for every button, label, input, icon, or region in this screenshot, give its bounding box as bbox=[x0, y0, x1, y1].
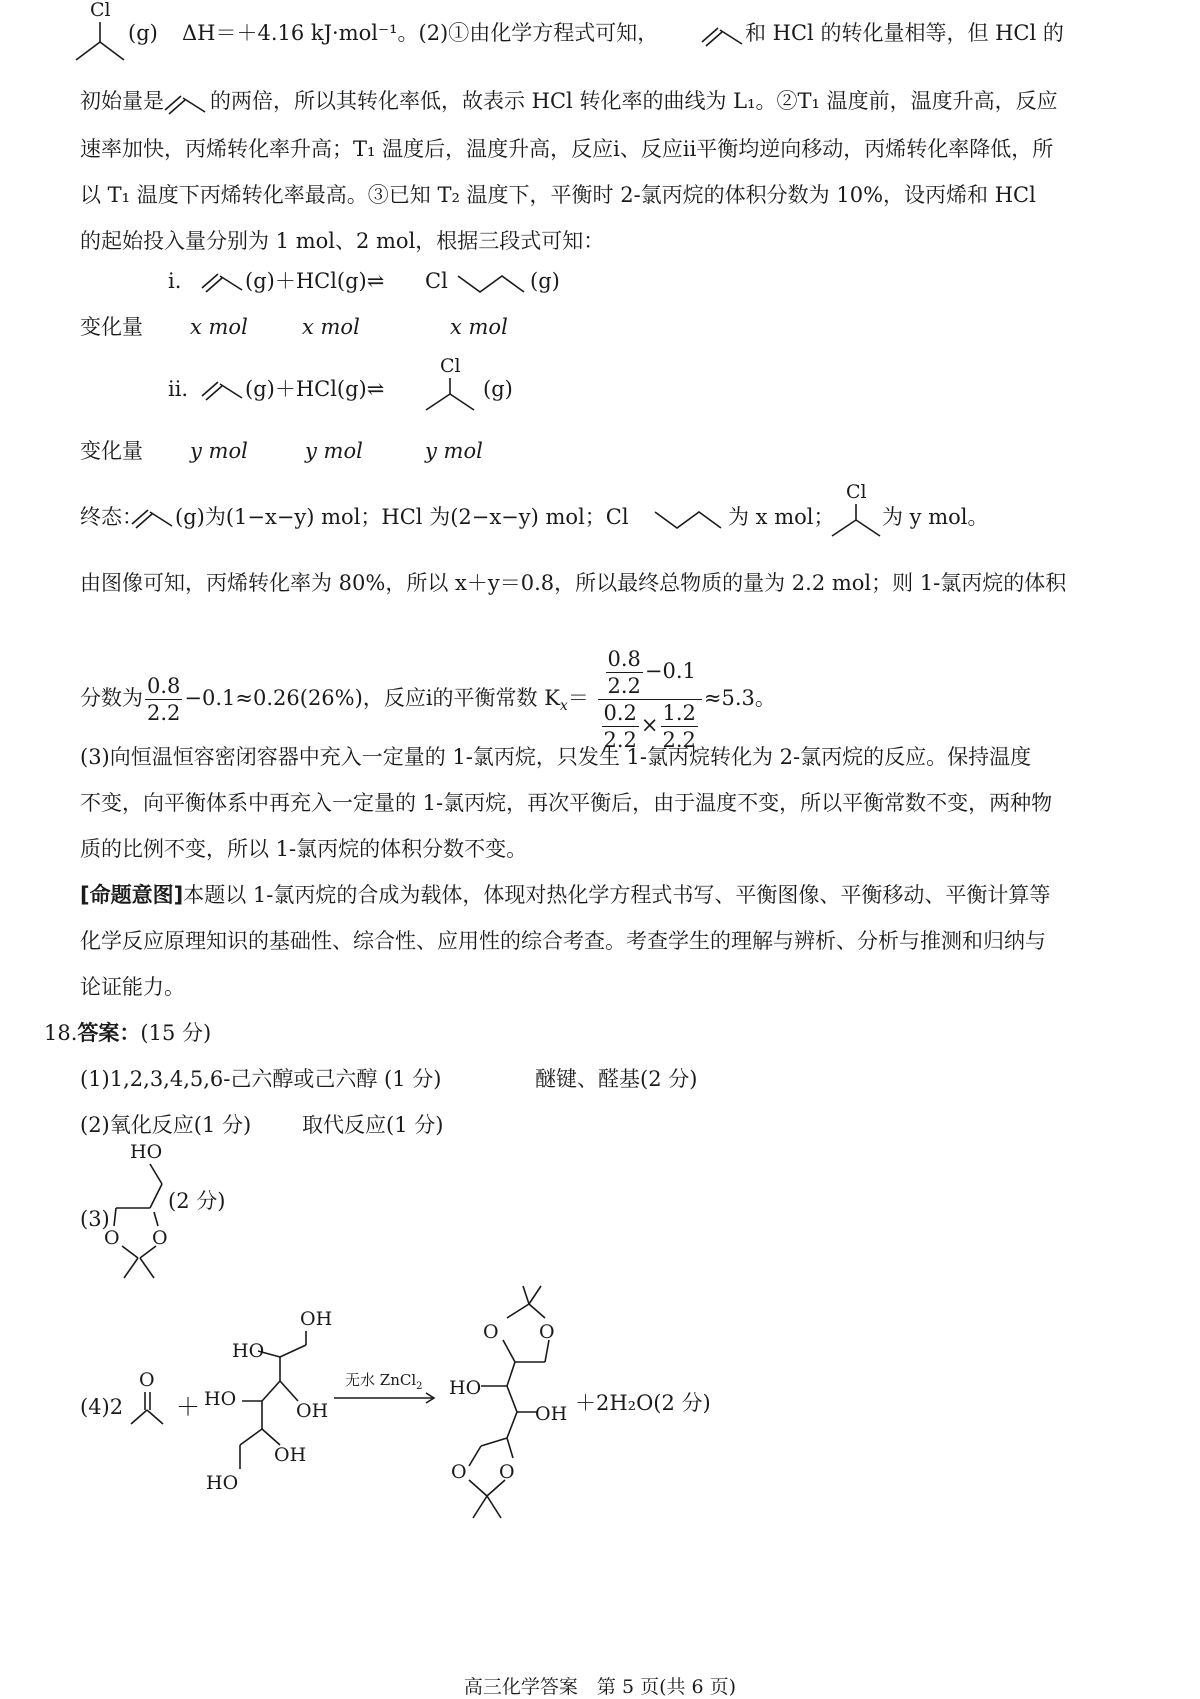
equilibrium-constant-fraction: $\frac{0.8}{2.2}$ −0.1 $\frac{0.2}{2.2}$ × $\frac{1.2}{2.2}$ bbox=[598, 646, 702, 753]
final-text-c: 为 y mol。 bbox=[882, 505, 989, 529]
svg-text:HO: HO bbox=[449, 1377, 482, 1399]
q18-answer-3: (3) bbox=[80, 1207, 110, 1231]
intent-line1: [命题意图]本题以 1-氯丙烷的合成为载体，体现对热化学方程式书写、平衡图像、平衡移动、平衡计算等 bbox=[80, 883, 1051, 907]
para1-line1-end: 的两倍，所以其转化率低，故表示 HCl 转化率的曲线为 L₁。②T₁ 温度前，温度升高，反应 bbox=[210, 89, 1058, 113]
rxn2-label: ⅱ. bbox=[168, 377, 189, 401]
2-chloropropane-structure bbox=[420, 356, 484, 420]
rxn1-reactants: (g)＋HCl(g)⇌ bbox=[245, 269, 385, 293]
svg-text:O: O bbox=[499, 1461, 515, 1483]
propene-structure bbox=[200, 376, 250, 402]
propene-structure bbox=[700, 22, 750, 48]
mannitol-structure bbox=[200, 1305, 340, 1535]
svg-text:O: O bbox=[139, 1369, 155, 1391]
rxn1-change-value: x mol bbox=[190, 315, 248, 339]
para1-line1-start: 初始量是 bbox=[80, 89, 164, 113]
top-g: (g) bbox=[128, 21, 158, 45]
top-enthalpy-text: ΔH＝＋4.16 kJ·mol⁻¹。(2)①由化学方程式可知， bbox=[182, 21, 659, 45]
rxn1-label: ⅰ. bbox=[168, 269, 182, 293]
svg-text:Cl: Cl bbox=[846, 481, 867, 503]
q18-answer-2: (2)氧化反应(1 分) bbox=[80, 1113, 252, 1137]
final-label: 终态： bbox=[80, 505, 143, 529]
rxn1-product-g: (g) bbox=[530, 269, 560, 293]
svg-text:O: O bbox=[152, 1227, 168, 1249]
rxn2-change-value: y mol bbox=[305, 439, 363, 463]
q18-answer-1b: 醚键、醛基(2 分) bbox=[535, 1067, 698, 1091]
calc-line1: 由图像可知，丙烯转化率为 80%，所以 x＋y＝0.8，所以最终总物质的量为 2.2 mol；则 1-氯丙烷的体积 bbox=[80, 571, 1067, 595]
calc-middle: −0.1≈0.26(26%)，反应ⅰ的平衡常数 K bbox=[184, 686, 560, 710]
svg-text:HO: HO bbox=[232, 1340, 265, 1362]
top-tail-text: 和 HCl 的转化量相等，但 HCl 的 bbox=[745, 21, 1064, 45]
final-text-a: (g)为(1−x−y) mol；HCl 为(2−x−y) mol；Cl bbox=[175, 505, 629, 529]
plus-sign: ＋ bbox=[176, 1393, 200, 1421]
q18-answer-2b: 取代反应(1 分) bbox=[302, 1113, 444, 1137]
calc-result: ≈5.3。 bbox=[703, 686, 776, 710]
fraction-0.8-over-2.2: $\frac{0.8}{2.2}$ bbox=[147, 674, 181, 725]
svg-text:O: O bbox=[539, 1321, 555, 1343]
page-footer: 高三化学答案 第 5 页(共 6 页) bbox=[463, 1676, 737, 1698]
propene-structure bbox=[163, 90, 213, 116]
1-chloropropane-chain bbox=[655, 504, 735, 534]
intent-line2: 化学反应原理知识的基础性、综合性、应用性的综合考查。考查学生的理解与辨析、分析与推测和归纳与 bbox=[80, 929, 1046, 953]
para1-line2: 速率加快，丙烯转化率升高；T₁ 温度后，温度升高，反应ⅰ、反应ⅱ平衡均逆向移动，丙烯转化率降低，所 bbox=[80, 137, 1054, 161]
rxn1-change-label: 变化量 bbox=[80, 315, 143, 339]
para3-line1: (3)向恒温恒容密闭容器中充入一定量的 1-氯丙烷，只发生 1-氯丙烷转化为 2-氯丙烷的反应。保持温度 bbox=[80, 745, 1032, 769]
svg-text:O: O bbox=[104, 1227, 120, 1249]
cl-atom: Cl bbox=[90, 0, 111, 21]
svg-text:HO: HO bbox=[130, 1141, 163, 1163]
acetone-structure bbox=[125, 1370, 175, 1430]
intent-tag: [命题意图] bbox=[80, 883, 184, 907]
rxn1-cl: Cl bbox=[425, 269, 448, 293]
svg-text:OH: OH bbox=[535, 1403, 568, 1425]
final-text-b: 为 x mol； bbox=[728, 505, 835, 529]
para3-line2: 不变，向平衡体系中再充入一定量的 1-氯丙烷，再次平衡后，由于温度不变，所以平衡常数不变，两种物 bbox=[80, 791, 1053, 815]
para1-line3: 以 T₁ 温度下丙烯转化率最高。③已知 T₂ 温度下，平衡时 2-氯丙烷的体积分数为 10%，设丙烯和 HCl bbox=[80, 183, 1036, 207]
svg-text:HO: HO bbox=[204, 1388, 237, 1410]
1-chloropropane-chain bbox=[458, 268, 538, 298]
rxn1-change-value: x mol bbox=[450, 315, 508, 339]
para1-line4: 的起始投入量分别为 1 mol、2 mol，根据三段式可知： bbox=[80, 229, 605, 253]
rxn2-change-label: 变化量 bbox=[80, 439, 143, 463]
intent-line3: 论证能力。 bbox=[80, 975, 185, 999]
svg-text:O: O bbox=[451, 1461, 467, 1483]
svg-text:OH: OH bbox=[296, 1400, 329, 1422]
rxn1-change-value: x mol bbox=[302, 315, 360, 339]
rxn2-change-value: y mol bbox=[190, 439, 248, 463]
calc-line2: 分数为 $\frac{0.8}{2.2}$ −0.1≈0.26(26%)，反应ⅰ的平衡常数 $K_x=$ $\frac{0.8}{2.2}$ −0.1 $\frac{0.2}{2.2}$ × $\frac{1.2}{2.2}$ ≈5.3。 bbox=[80, 647, 776, 752]
svg-text:HO: HO bbox=[206, 1472, 239, 1494]
q18-answer-1: (1)1,2,3,4,5,6-己六醇或己六醇 (1 分) bbox=[80, 1067, 442, 1091]
propene-structure bbox=[200, 268, 250, 294]
q18-answer-3-score: (2 分) bbox=[168, 1189, 226, 1213]
svg-text:Cl: Cl bbox=[440, 355, 461, 377]
q18-answer-4-tail: ＋2H₂O(2 分) bbox=[575, 1391, 711, 1415]
calc-prefix: 分数为 bbox=[80, 686, 143, 710]
2-chloropropane-structure bbox=[826, 482, 890, 546]
diacetonide-product-structure bbox=[445, 1282, 585, 1582]
q18-header: 18.答案：(15 分) bbox=[44, 1021, 212, 1045]
rxn2-product-g: (g) bbox=[483, 377, 513, 401]
svg-text:OH: OH bbox=[274, 1444, 307, 1466]
rxn2-change-value: y mol bbox=[425, 439, 483, 463]
svg-text:OH: OH bbox=[300, 1308, 333, 1330]
para3-line3: 质的比例不变，所以 1-氯丙烷的体积分数不变。 bbox=[80, 837, 528, 861]
q18-answer-4: (4)2 bbox=[80, 1395, 124, 1419]
reaction-condition: 无水 ZnCl$_2$ bbox=[345, 1371, 423, 1392]
propene-structure bbox=[130, 504, 180, 530]
svg-text:O: O bbox=[483, 1321, 499, 1343]
rxn2-reactants: (g)＋HCl(g)⇌ bbox=[245, 377, 385, 401]
